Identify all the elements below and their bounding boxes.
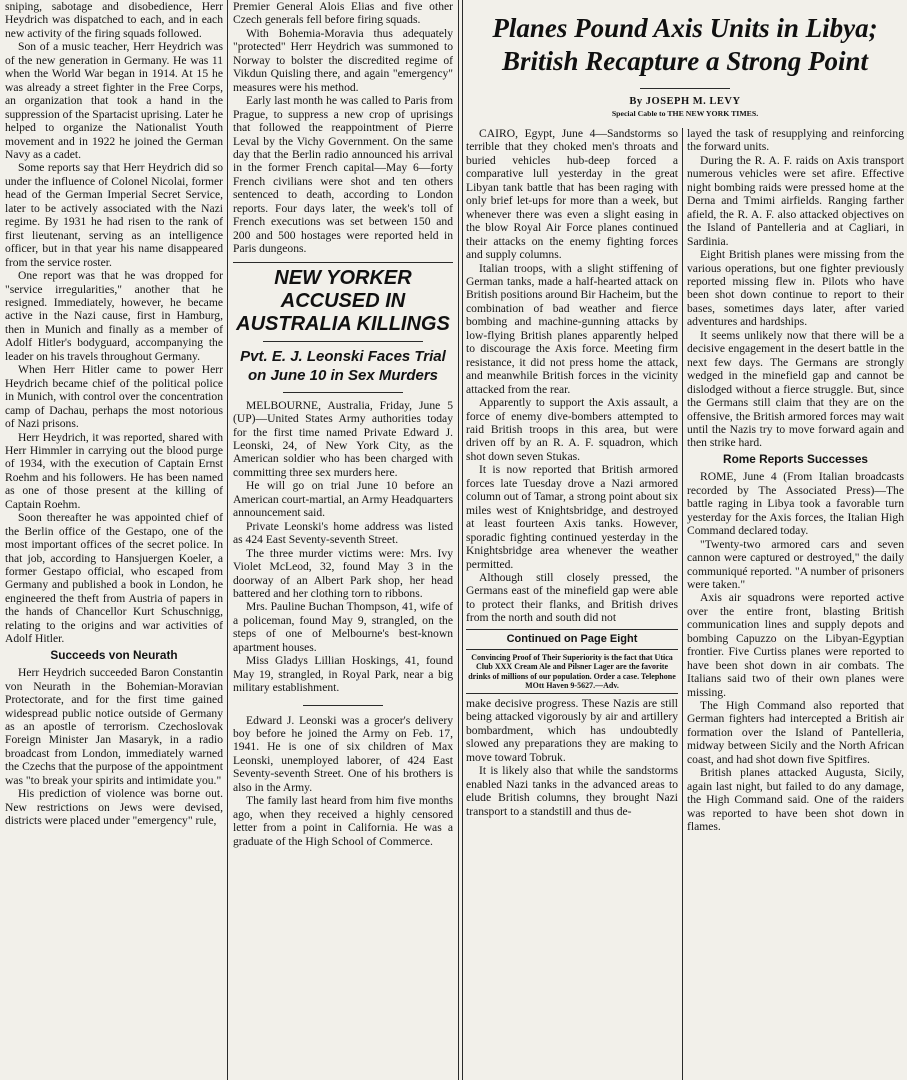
column-2	[233, 0, 453, 1080]
continued-line: Continued on Page Eight	[506, 632, 638, 645]
column-rule	[462, 0, 463, 1080]
column-rule	[682, 128, 683, 1080]
paragraph: The three murder victims were: Mrs. Ivy Violet McLeod, 32, found May 3 in the doorway of an Albert Park shop, her head battered and her clothing torn to ribbons.	[233, 546, 453, 600]
paragraph: Axis air squadrons were reported active over the entire front, blasting British communication lines and supply depots and bombing Capuzzo on the Libyan-Egyptian frontier. Five Curtiss planes were reported to have been shot down in air combats. The Italians said two of their own planes were missing.	[687, 591, 904, 699]
continued-rule	[466, 629, 678, 630]
paragraph: With Bohemia-Moravia thus adequately "protected" Herr Heydrich was summoned to Norway to bolster the discredited regime of Vikdun Quisling there, and again "emergency" measures were his method.	[233, 26, 453, 94]
paragraph: layed the task of resupplying and reinforcing the forward units.	[687, 127, 904, 154]
main-headline: Planes Pound Axis Units in Libya; British Recapture a Strong Point	[492, 13, 878, 76]
deck-rule	[283, 392, 403, 393]
paragraph: sniping, sabotage and disobedience, Herr Heydrich was dispatched to each, and in each new activity of the firing squads followed.	[5, 0, 223, 40]
paragraph: Italian troops, with a slight stiffening of German tanks, made a half-hearted attack on British positions around Bir Hacheim, but the combination of bad weather and fierce bombing and machine-gunning attacks by low-flying British planes apparently helped to discourage the Axis force. Meeting firm resistance, it did not press home the attack, and meanwhile British forces in the vicinity attacked from the rear.	[466, 261, 678, 396]
paragraph: make decisive progress. These Nazis are still being attacked vigorously by air and artillery bombardment, which has undoubtedly slowed any preparations they are making to move toward Tobruk.	[466, 697, 678, 764]
story-divider	[233, 262, 453, 263]
paragraph: Miss Gladys Lillian Hoskings, 41, found May 19, strangled, in Royal Park, near a big military establishment.	[233, 654, 453, 695]
paragraph: Some reports say that Herr Heydrich did so under the influence of Colonel Nicolai, former head of the German Imperial Secret Service, later to be actively associated with the Nazi regime. By 1931 he had risen to the rank of first lieutenant, serving as an intelligence officer, but in that year his name disappeared from the service roster.	[5, 161, 223, 269]
paragraph: Son of a music teacher, Herr Heydrich was of the new generation in Germany. He was 11 when the World War began in 1914. At 15 he was already a street fighter in the Free Corps, an organization that took a hand in the suppression of the Spartacist uprising. Later he helped to organize the Nationalist Youth movement and in 1922 he joined the German Navy as a cadet.	[5, 40, 223, 161]
paragraph: It seems unlikely now that there will be a decisive engagement in the desert battle in the next few days. The Germans are strongly wedged in the minefield gap and cannot be dislodged without a fierce struggle. But, since the Germans still claim that they are on the offensive, the British armored forces may wait until the Nazis try to move forward again and then strike hard.	[687, 328, 904, 450]
paragraph: Edward J. Leonski was a grocer's delivery boy before he joined the Army on Feb. 17, 1941. He is one of six children of Max Leonski, unemployed laborer, of 424 East Seventy-seventh Street. One of his brothers is also in the Army.	[233, 713, 453, 794]
section-rule	[303, 705, 383, 706]
byline: By JOSEPH M. LEVY	[629, 96, 741, 107]
headline-rule	[263, 341, 423, 342]
paragraph: Private Leonski's home address was listed as 424 East Seventy-seventh Street.	[233, 519, 453, 547]
paragraph: It is now reported that British armored forces late Tuesday drove a Nazi armored column out of Tamar, a strong point about six miles west of Knightsbridge, and destroyed at least fourteen Axis tanks. However, sporadic fighting continued yesterday in the Knightsbridge area whenever the weather permitted.	[466, 463, 678, 571]
paragraph: During the R. A. F. raids on Axis transport numerous vehicles were set afire. Effective night bombing raids were pressed home at the Derna and Tmimi airfields. Ranging farther afield, the R. A. F. also attacked objectives on the Island of Pantelleria and at Cagliari, in Sardinia.	[687, 153, 904, 248]
paragraph: His prediction of violence was borne out. New restrictions on Jews were devised, districts were placed under "emergency" rule,	[5, 787, 223, 828]
paragraph: The family last heard from him five months ago, when they received a highly censored letter from a point in California. He was a graduate of the High School of Commerce.	[233, 794, 453, 848]
paragraph: Apparently to support the Axis assault, a force of enemy dive-bombers attempted to raid British troops in this area, but were driven off by an R. A. F. squadron, which shot down seven Stukas.	[466, 396, 678, 463]
column-rule	[458, 0, 459, 1080]
paragraph: The High Command also reported that German fighters had intercepted a British air formation over the Island of Pantelleria, midway between Sicily and the North African coast, and had shot down five Spitfires.	[687, 699, 904, 766]
subhead-rome: Rome Reports Successes	[723, 451, 868, 466]
paragraph: MELBOURNE, Australia, Friday, June 5 (UP)—United States Army authorities today for the first time named Private Edward J. Leonski, 24, of New York City, as the American soldier who has been charged with committing three sex murders here.	[233, 398, 453, 479]
paragraph: Mrs. Pauline Buchan Thompson, 41, wife of a policeman, found May 9, strangled, on the steps of one of Melbourne's best-known apartment houses.	[233, 600, 453, 654]
paragraph: ROME, June 4 (From Italian broadcasts recorded by The Associated Press)—The battle raging in Libya took a favorable turn yesterday for the Axis forces, the Italian High Command declared today.	[687, 470, 904, 538]
paragraph: Premier General Alois Elias and five other Czech generals fell before firing squads.	[233, 0, 453, 27]
column-rule	[227, 0, 228, 1080]
paragraph: It is likely also that while the sandstorms enabled Nazi tanks in the advanced areas to elude British columns, they brought Nazi transport to a standstill and thus de-	[466, 764, 678, 818]
paragraph: "Twenty-two armored cars and seven cannon were captured or destroyed," the daily communiqué reported. "A number of prisoners were taken."	[687, 537, 904, 591]
advert: Convincing Proof of Their Superiority is the fact that Utica Club XXX Cream Ale and Pilsner Lager are the favorite drinks of millions of our population. Order a case. Telephone MOtt Haven 9-5627.—Adv.	[468, 653, 676, 690]
byline-sub: Special Cable to THE NEW YORK TIMES.	[611, 109, 759, 118]
column-1	[5, 0, 223, 1080]
paragraph: Eight British planes were missing from the various operations, but one fighter previously reported missing flew in. Pilots who have been shot down continue to report to their bases, sometimes days later, after varied adventures and hardships.	[687, 248, 904, 329]
paragraph: One report was that he was dropped for "service irregularities," another that he resigned. Immediately, however, he became active in the Nazi cause, first in Hamburg, then in Munich and finally as a member of Adolf Hitler's bodyguard, accompanying the leader on his travels throughout Germany.	[5, 269, 223, 363]
column-3	[466, 127, 678, 1080]
leonski-headline: NEW YORKER ACCUSED IN AUSTRALIA KILLINGS	[236, 266, 450, 335]
column-4	[687, 127, 904, 1080]
paragraph: CAIRO, Egypt, June 4—Sandstorms so terrible that they choked men's throats and buried vehicles hub-deep forced a comparative lull yesterday in the great Libyan tank battle that has been raging with only brief let-ups for more than a week, but whenever there was even a slight easing in the blow Royal Air Force planes continued their attacks on the enemy fighting forces and supply columns.	[466, 127, 678, 262]
paragraph: Although still closely pressed, the Germans east of the minefield gap were able to protect their flanks, and British drives from the north and south did not	[466, 570, 678, 625]
paragraph: When Herr Hitler came to power Herr Heydrich became chief of the political police in Munich, with control over the concentration camp of Dachau, perhaps the most notorious of Nazi prisons.	[5, 363, 223, 431]
paragraph: He will go on trial June 10 before an American court-martial, an Army Headquarters announcement said.	[233, 479, 453, 520]
advert-rule-bottom	[466, 693, 678, 694]
byline-rule	[640, 88, 730, 89]
paragraph: Herr Heydrich succeeded Baron Constantin von Neurath in the Bohemian-Moravian Protectorate, and for the first time gained widespread public notice outside of Germany as an apostle of terrorism. Czechoslovak Foreign Minister Jan Masaryk, in a radio broadcast from London, immediately warned the Czechs that the purpose of the appointment was "to break your spirits and intimidate you."	[5, 666, 223, 787]
paragraph: British planes attacked Augusta, Sicily, again last night, but failed to do any damage, the High Command said. One of the raiders was reported to have been shot down in flames.	[687, 766, 904, 834]
advert-rule	[466, 649, 678, 650]
paragraph: Soon thereafter he was appointed chief of the Berlin office of the Gestapo, one of the most important offices of the secret police. In that job, according to Hansjuergen Koeler, a former Gestapo official, who escaped from Germany and published a book in London, he engineered the theft from Austria of papers in the hands of Chancellor Kurt Schuschnigg, relating to the origins and war activities of Adolf Hitler.	[5, 511, 223, 646]
subhead-von-neurath: Succeeds von Neurath	[50, 647, 178, 662]
leonski-deck: Pvt. E. J. Leonski Faces Trial on June 10 in Sex Murders	[240, 347, 446, 384]
paragraph: Early last month he was called to Paris from Prague, to suppress a new crop of uprisings that followed the reappointment of Pierre Leval by the Vichy Government. On the same day that the Berlin radio announced his arrival in the former French capital—May 6—forty French civilians were shot and ten others sentenced to death, according to London reports. Four days later, the week's toll of French executions was set between 150 and 200 and 500 hostages were reported held in Paris dungeons.	[233, 94, 453, 256]
paragraph: Herr Heydrich, it was reported, shared with Herr Himmler in carrying out the blood purge of 1934, with the execution of Captain Ernst Roehm and his followers. He has been named as one of those present at the killing of Captain Roehm.	[5, 430, 223, 511]
